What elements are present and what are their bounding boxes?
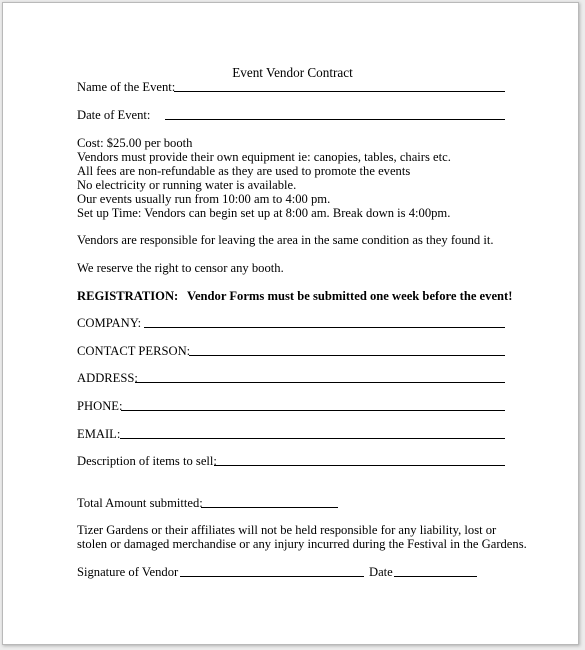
setup-line: Set up Time: Vendors can begin set up at 8:00 am. Break down is 4:00pm. [77,206,451,220]
company-label: COMPANY: [77,316,142,330]
total-amount-field[interactable] [201,507,338,508]
event-name-field[interactable] [174,91,505,92]
liability-line-2: stolen or damaged merchandise or any injury incurred during the Festival in the Gardens. [77,537,527,551]
address-label: ADDRESS: [77,371,138,385]
liability-line-1: Tizer Gardens or their affiliates will not be held responsible for any liability, lost or [77,523,497,537]
cost-line: Cost: $25.00 per booth [77,136,193,150]
date-label: Date [369,565,393,579]
company-field[interactable] [144,327,505,328]
registration-note: Vendor Forms must be submitted one week before the event! [187,289,513,303]
address-field[interactable] [135,382,505,383]
email-label: EMAIL: [77,427,121,441]
signature-label: Signature of Vendor [77,565,179,579]
signature-date-field[interactable] [394,576,477,577]
phone-label: PHONE: [77,399,123,413]
equipment-line: Vendors must provide their own equipment ie: canopies, tables, chairs etc. [77,150,451,164]
email-field[interactable] [120,438,505,439]
items-description-field[interactable] [214,465,505,466]
contact-person-field[interactable] [189,355,505,356]
signature-field[interactable] [180,576,364,577]
fees-line: All fees are non-refundable as they are used to promote the events [77,164,411,178]
contact-person-label: CONTACT PERSON: [77,344,191,358]
electricity-line: No electricity or running water is available. [77,178,297,192]
document-title: Event Vendor Contract [232,65,353,80]
event-name-label: Name of the Event: [77,80,176,94]
responsibility-note: Vendors are responsible for leaving the area in the same condition as they found it. [77,233,494,247]
censor-note: We reserve the right to censor any booth. [77,261,284,275]
hours-line: Our events usually run from 10:00 am to 4:00 pm. [77,192,331,206]
total-amount-label: Total Amount submitted: [77,496,203,510]
items-description-label: Description of items to sell: [77,454,217,468]
event-date-label: Date of Event: [77,108,151,122]
registration-label: REGISTRATION: [77,289,179,303]
event-date-field[interactable] [165,119,505,120]
phone-field[interactable] [121,410,505,411]
